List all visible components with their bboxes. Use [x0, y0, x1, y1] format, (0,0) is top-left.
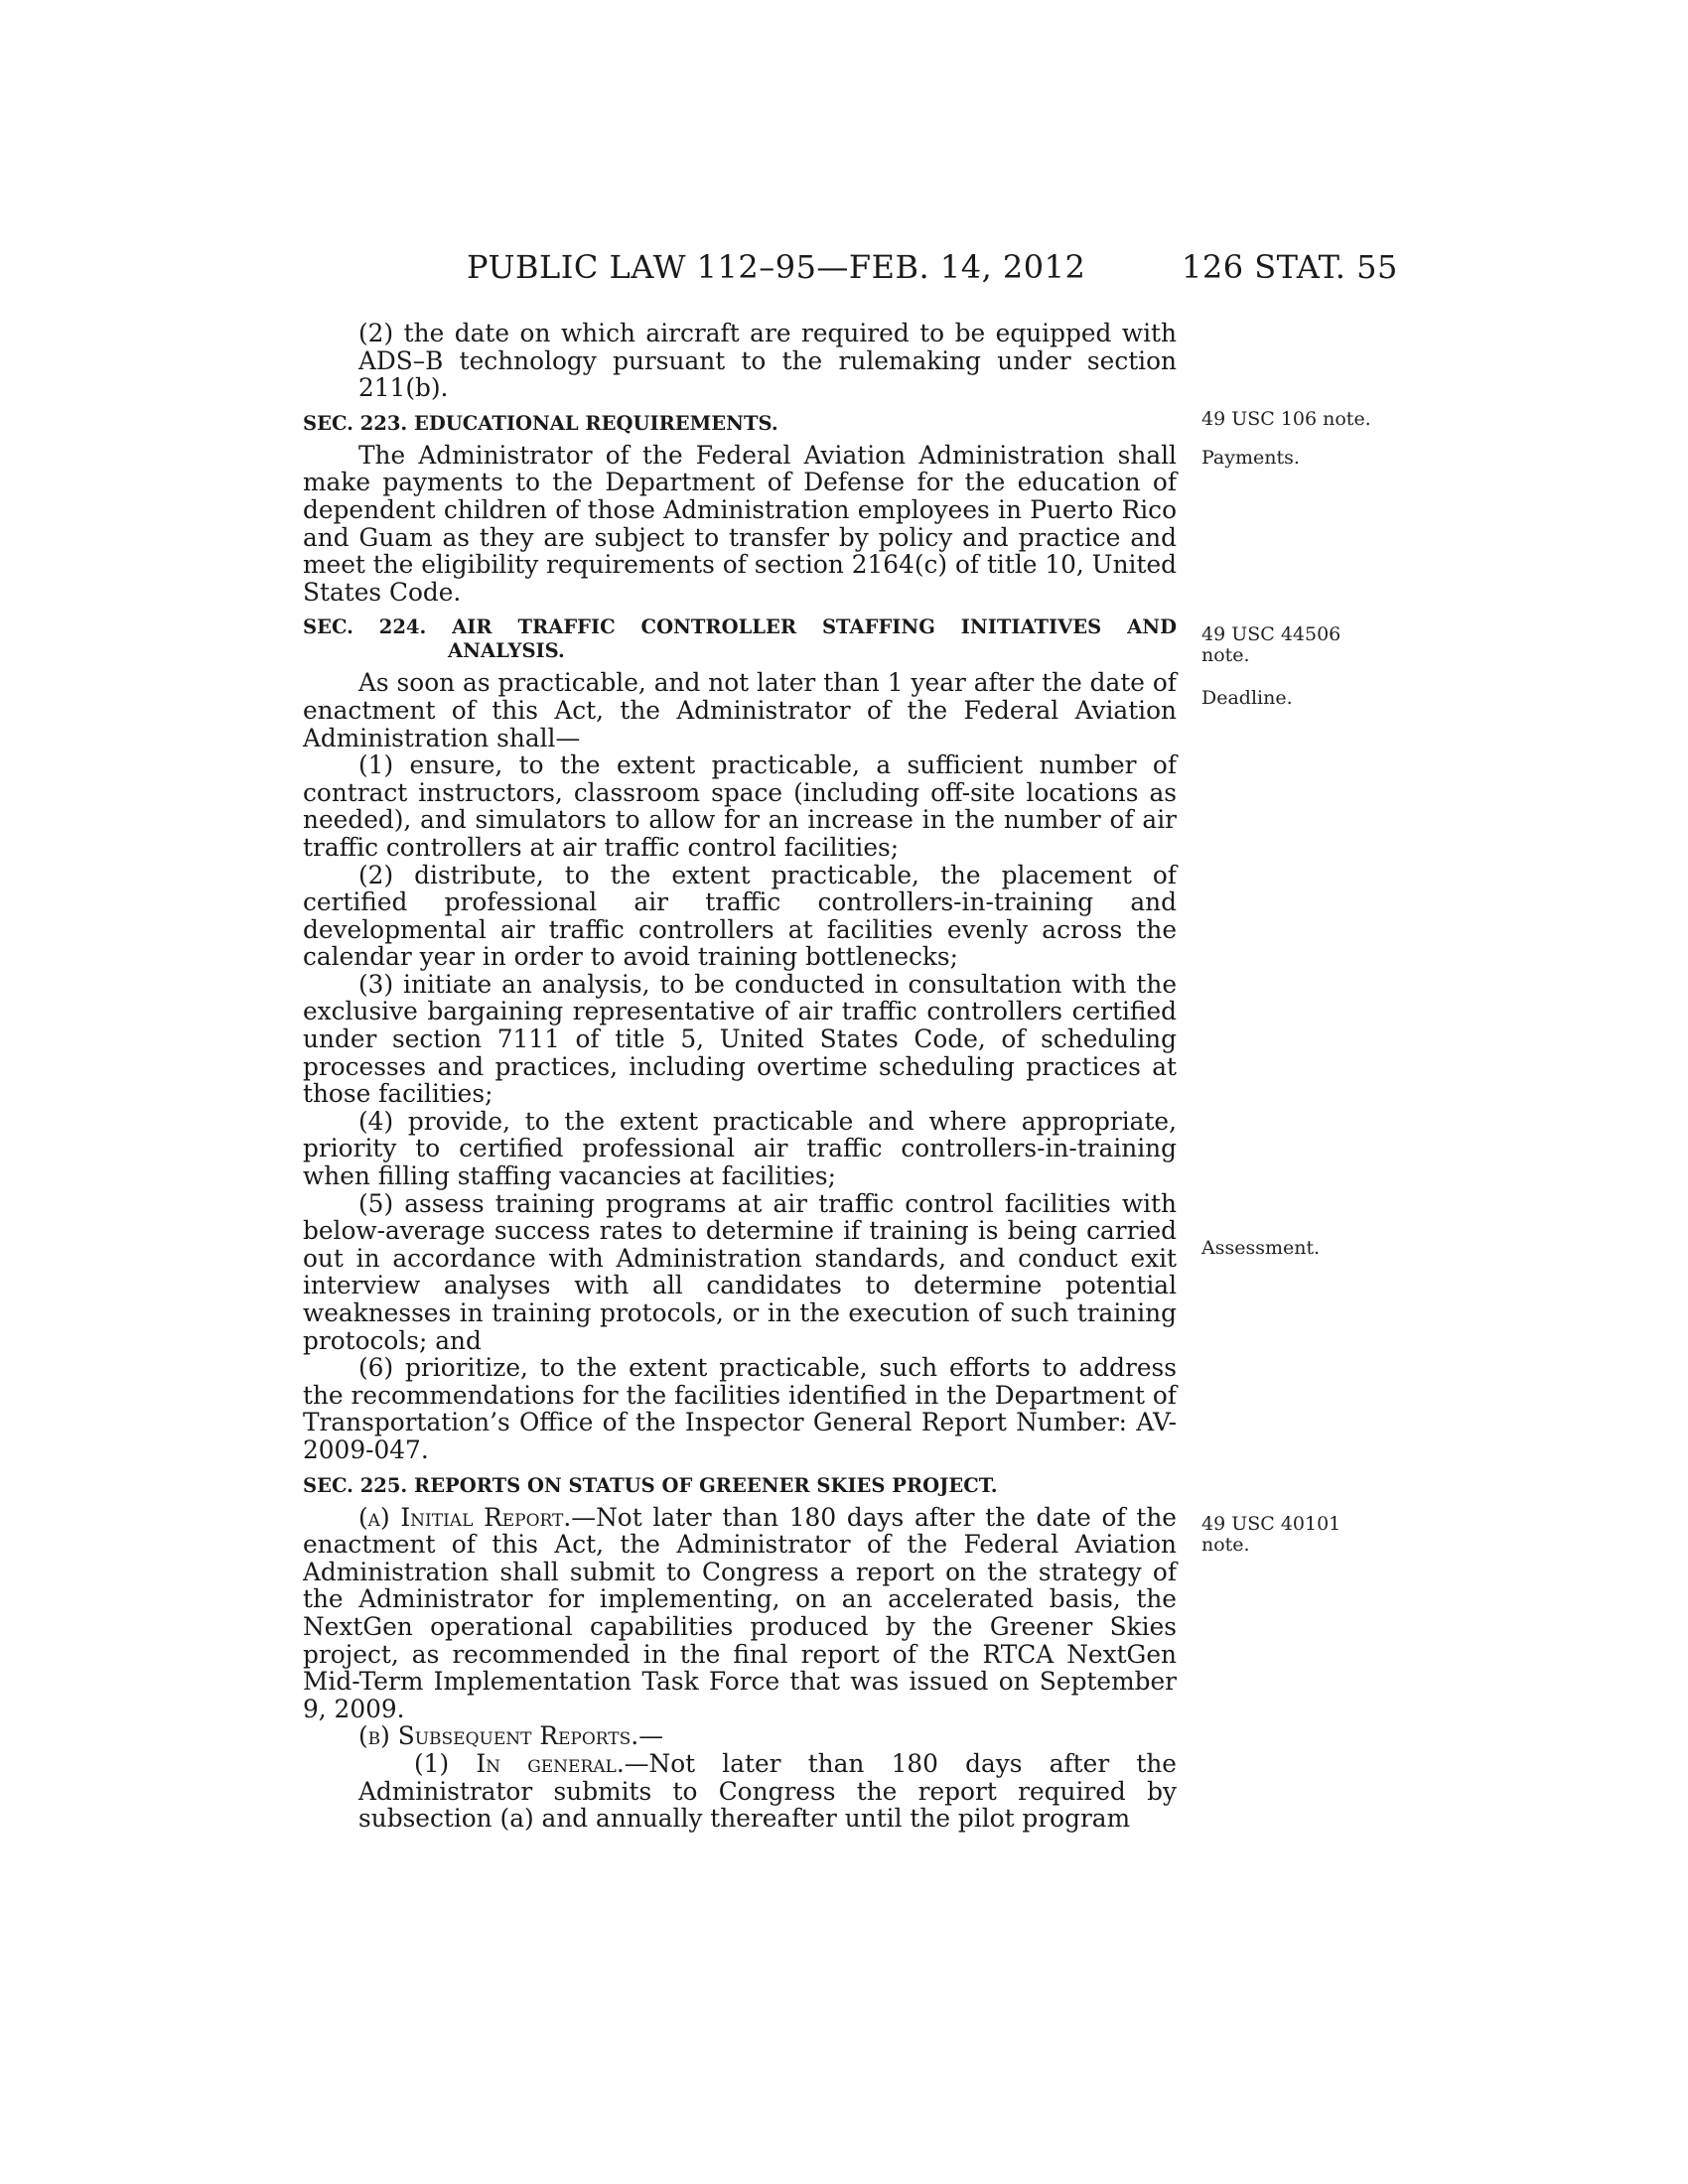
margin-note-usc-44506-line2: note.	[1201, 644, 1250, 666]
section-224-item-1: (1) ensure, to the extent practicable, a sufficient number of contract instructors, classroom space (including off-site locations as needed), and simulators to allow for an increase in the number of air traffic controllers at air traffic control facilities;	[303, 751, 1177, 862]
section-225-subsection-a	[303, 1504, 1177, 1723]
section-225-paragraph-b1	[358, 1750, 1177, 1833]
subsection-a-text: —Not later than 180 days after the date of the enactment of this Act, the Administrator of the Federal Aviation Administration shall submit to Congress a report on the strategy of the Administrator for implementing, on an accelerated basis, the NextGen operational capabilities produced by the Greener Skies project, as recommended in the final report of the RTCA NextGen Mid-Term Implementation Task Force that was issued on September 9, 2009.	[303, 1502, 1177, 1723]
running-header: PUBLIC LAW 112–95—FEB. 14, 2012	[467, 248, 1086, 286]
section-223-heading: SEC. 223. EDUCATIONAL REQUIREMENTS.	[303, 411, 778, 435]
section-224-item-6: (6) prioritize, to the extent practicable, such efforts to address the recommendations for the facilities identified in the Department of Transportation’s Office of the Inspector General Report Number: AV-2009-047.	[303, 1353, 1177, 1464]
margin-note-payments: Payments.	[1201, 447, 1300, 469]
margin-note-usc-44506	[1201, 624, 1380, 666]
section-224-heading	[303, 615, 1177, 639]
subsection-b-dash: —	[638, 1721, 663, 1751]
continued-item: (2) the date on which aircraft are required to be equipped with ADS–B technology pursuant to the rulemaking under section 211(b).	[358, 319, 1177, 403]
section-225-heading: SEC. 225. REPORTS ON STATUS OF GREENER SKIES PROJECT.	[303, 1473, 998, 1497]
margin-note-deadline: Deadline.	[1201, 687, 1293, 709]
page-number: 126 STAT. 55	[1182, 248, 1398, 286]
section-224-item-2: (2) distribute, to the extent practicable, the placement of certified professional air traffic controllers-in-training and developmental air traffic controllers at facilities evenly across the calendar year in order to avoid training bottlenecks;	[303, 860, 1177, 972]
margin-note-usc-44506-line1: 49 USC 44506	[1201, 623, 1341, 645]
section-224-intro: As soon as practicable, and not later than 1 year after the date of enactment of this Act, the Administrator of the Federal Aviation Administration shall—	[303, 668, 1177, 752]
margin-note-usc-106: 49 USC 106 note.	[1201, 408, 1371, 430]
subsection-b-label: (b) Subsequent Reports.	[358, 1721, 639, 1751]
paragraph-b1-text: —Not later than 180 days after the Administrator submits to Congress the report required by subsection (a) and annually thereafter until the pilot program	[358, 1748, 1177, 1834]
paragraph-b1-label: (1) In general.	[414, 1748, 625, 1778]
section-224-item-4: (4) provide, to the extent practicable and where appropriate, priority to certified professional air traffic controllers-in-training when filling staffing vacancies at facilities;	[303, 1106, 1177, 1191]
section-224-item-3: (3) initiate an analysis, to be conducted in consultation with the exclusive bargaining representative of air traffic controllers certified under section 7111 of title 5, United States Code, of scheduling processes and practices, including overtime scheduling practices at those facilities;	[303, 969, 1177, 1109]
margin-note-usc-40101-line2: note.	[1201, 1534, 1250, 1556]
section-224-heading-line2: ANALYSIS.	[448, 639, 565, 663]
section-224-heading-cont	[303, 639, 1177, 663]
section-225-subsection-b	[303, 1722, 1177, 1750]
body-text	[303, 320, 1177, 1833]
margin-note-usc-40101-line1: 49 USC 40101	[1201, 1513, 1341, 1535]
section-224-item-5: (5) assess training programs at air traffic control facilities with below-average success rates to determine if training is being carried out in accordance with Administration standards, and conduct exit interview analyses with all candidates to determine potential weaknesses in training protocols, or in the execution of such training protocols; and	[303, 1188, 1177, 1355]
margin-note-usc-40101	[1201, 1514, 1380, 1556]
subsection-a-label: (a) Initial Report.	[358, 1502, 572, 1532]
section-223-text: The Administrator of the Federal Aviation Administration shall make payments to the Department of Defense for the education of dependent children of those Administration employees in Puerto Rico and Guam as they are subject to transfer by policy and practice and meet the eligibility requirements of section 2164(c) of title 10, United States Code.	[303, 440, 1177, 607]
section-224-heading-line1: SEC. 224. AIR TRAFFIC CONTROLLER STAFFING INITIATIVES AND	[303, 615, 1177, 639]
margin-note-assessment: Assessment.	[1201, 1237, 1321, 1259]
